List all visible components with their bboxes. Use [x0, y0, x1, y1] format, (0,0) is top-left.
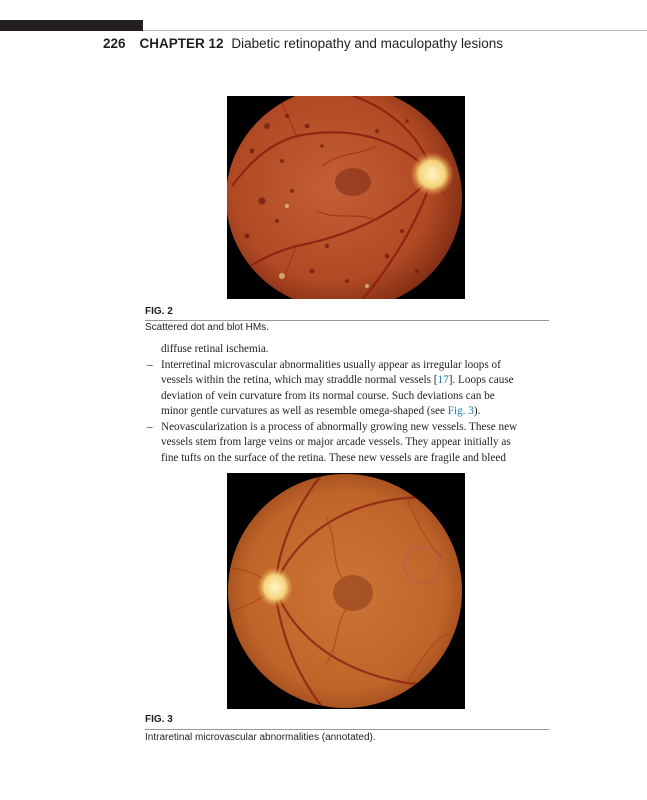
- text-span: ]. Loops cause deviation of vein curvature from its normal course. Such deviations can be minor gentle curvatures as well as resemble omega-shaped (see: [161, 374, 514, 417]
- text-span: Interretinal microvascular abnormalities usually appear as irregular loops of vessels within the retina, which may straddle normal vessels [: [161, 358, 501, 386]
- continuation-line: diffuse retinal ischemia.: [161, 343, 269, 355]
- fig3-caption-rule: [145, 729, 549, 730]
- fundus-image-fig3: [227, 473, 465, 709]
- page-number: 226: [103, 36, 126, 51]
- chapter-label: CHAPTER 12: [139, 36, 224, 51]
- list-item-text: Neovascularization is a process of abnormally growing new vessels. These new vessels stem from large veins or major arcade vessels. They appear initially as fine tufts on the surface of the retina. These new vessels are fragile and bleed: [161, 420, 518, 464]
- header-rule: [143, 30, 647, 31]
- text-span: ).: [473, 405, 481, 417]
- list-dash: –: [147, 358, 153, 371]
- fig2-caption-rule: [145, 320, 549, 321]
- chapter-title: Diabetic retinopathy and maculopathy lesions: [231, 36, 503, 51]
- citation-link[interactable]: 17: [437, 374, 449, 386]
- fig3-caption: Intraretinal microvascular abnormalities (annotated).: [145, 732, 376, 743]
- running-header: [103, 36, 503, 51]
- figure-link[interactable]: Fig. 3: [447, 405, 474, 417]
- fig3-label: FIG. 3: [145, 714, 173, 725]
- list-dash: –: [147, 420, 153, 433]
- list-item-text: [161, 358, 551, 420]
- fig2-caption: Scattered dot and blot HMs.: [145, 322, 269, 333]
- list-item: [147, 420, 551, 467]
- body-text: [147, 342, 551, 466]
- fundus-image-fig2: [227, 96, 465, 299]
- fig2-label: FIG. 2: [145, 306, 173, 317]
- header-bar: [0, 20, 143, 31]
- list-item: [147, 358, 551, 420]
